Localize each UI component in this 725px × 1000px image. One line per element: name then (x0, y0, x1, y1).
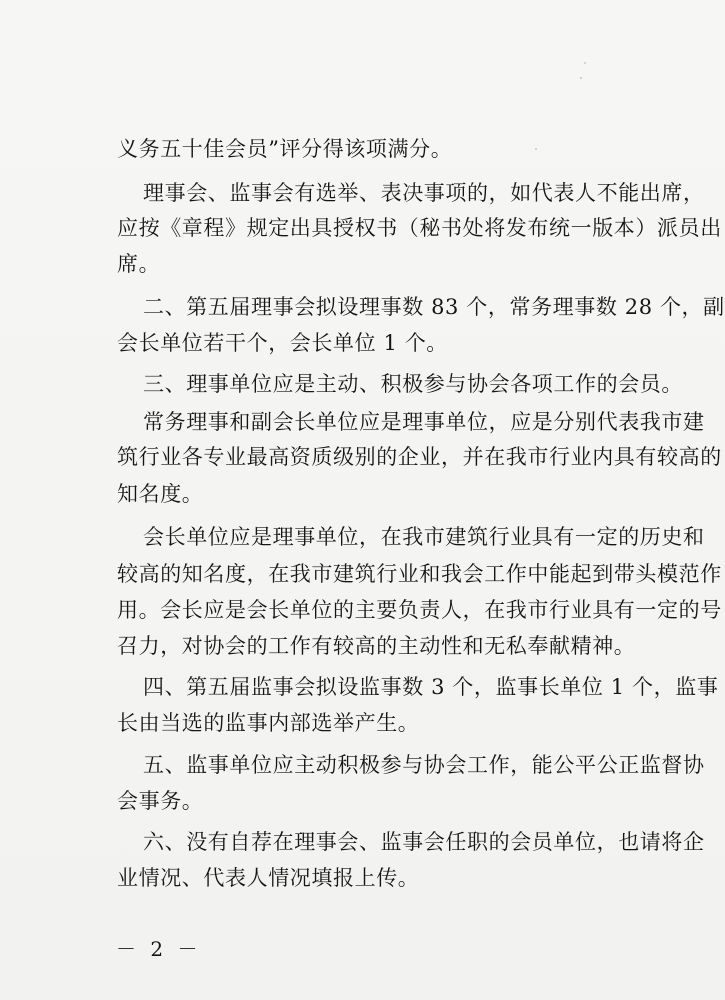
paragraph-line-17: 五、监事单位应主动积极参与协会工作，能公平公正监督协 (143, 753, 705, 777)
paragraph-line-5: 二、第五届理事会拟设理事数 83 个，常务理事数 28 个，副 (143, 295, 725, 319)
paper-speck (584, 62, 586, 64)
paragraph-line-18: 会事务。 (117, 789, 204, 813)
paragraph-line-13: 用。会长应是会长单位的主要负责人，在我市行业具有一定的号 (117, 598, 722, 622)
paragraph-line-19: 六、没有自荐在理事会、监事会任职的会员单位，也请将企 (143, 830, 705, 854)
paper-speck (580, 77, 582, 79)
paragraph-line-6: 会长单位若干个，会长单位 1 个。 (117, 331, 448, 355)
paragraph-line-20: 业情况、代表人情况填报上传。 (117, 866, 420, 890)
paragraph-line-2: 理事会、监事会有选举、表决事项的，如代表人不能出席， (143, 181, 705, 205)
paragraph-line-14: 召力，对协会的工作有较高的主动性和无私奉献精神。 (117, 634, 636, 658)
paragraph-line-10: 知名度。 (117, 482, 204, 506)
paper-speck (535, 148, 537, 150)
paragraph-line-7: 三、理事单位应是主动、积极参与协会各项工作的会员。 (143, 372, 683, 396)
paragraph-line-9: 筑行业各专业最高资质级别的企业，并在我市行业内具有较高的 (117, 445, 722, 469)
paragraph-line-16: 长由当选的监事内部选举产生。 (117, 711, 420, 735)
paragraph-line-8: 常务理事和副会长单位应是理事单位，应是分别代表我市建 (143, 410, 705, 434)
paragraph-line-4: 席。 (117, 252, 161, 276)
paragraph-line-15: 四、第五届监事会拟设监事数 3 个，监事长单位 1 个，监事 (143, 675, 719, 699)
paragraph-line-11: 会长单位应是理事单位，在我市建筑行业具有一定的历史和 (143, 525, 705, 549)
paragraph-line-1: 义务五十佳会员”评分得该项满分。 (117, 137, 453, 161)
paragraph-line-3: 应按《章程》规定出具授权书（秘书处将发布统一版本）派员出 (117, 216, 722, 240)
paragraph-line-12: 较高的知名度，在我市建筑行业和我会工作中能起到带头模范作 (117, 562, 722, 586)
page-number: － 2 － (116, 937, 202, 961)
